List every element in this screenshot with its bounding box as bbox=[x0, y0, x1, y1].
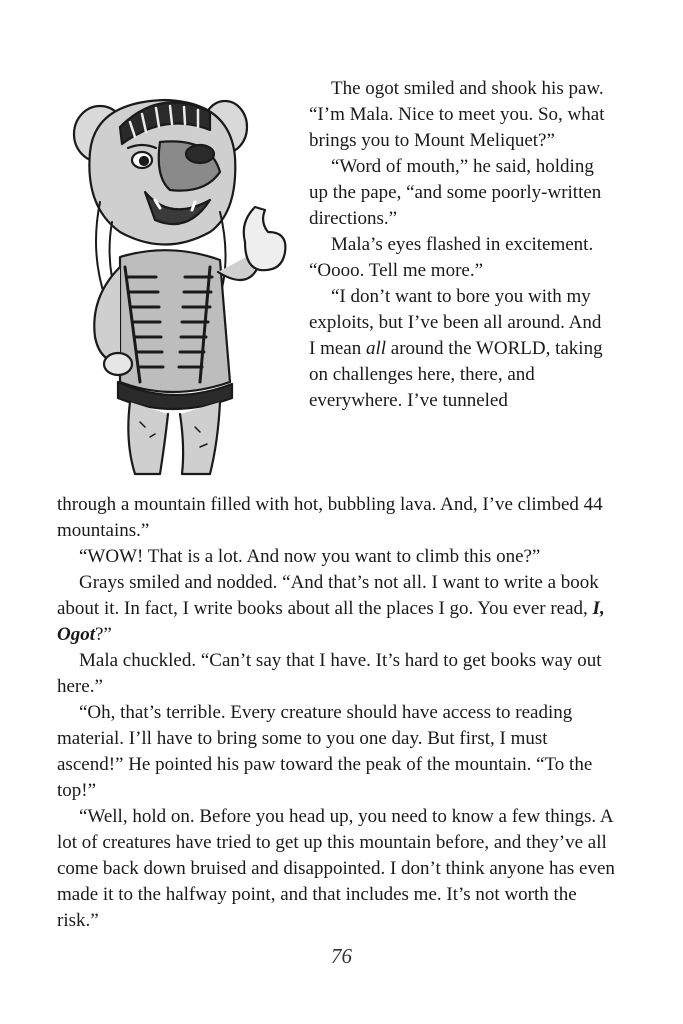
text-run: around the WORLD, taking on challenges here, there, and everywhere. I’ve tunneled bbox=[309, 338, 603, 411]
paragraph: “Word of mouth,” he said, holding up the pape, “and some poorly-written directions.” bbox=[309, 156, 602, 229]
paragraph bbox=[309, 284, 609, 414]
paragraph: “WOW! That is a lot. And now you want to climb this one?” bbox=[79, 546, 541, 567]
page-number: 76 bbox=[331, 944, 352, 968]
mala-character-illustration bbox=[60, 82, 305, 480]
paragraph: “Oh, that’s terrible. Every creature should have access to reading material. I’ll have to bring some to you one day. But first, I must ascend!” He pointed his paw toward the peak of the mountain. “To the top!” bbox=[57, 702, 593, 801]
paragraph: “Well, hold on. Before you head up, you need to know a few things. A lot of creatures have tried to get up this mountain before, and they’ve all come back down bruised and disappointed. I don’t think anyone has even made it to the halfway point, and that includes me. It’s not worth the risk.” bbox=[57, 806, 615, 931]
paragraph bbox=[57, 570, 617, 648]
wrapped-text-column bbox=[309, 76, 609, 414]
emphasis-text: all bbox=[365, 338, 387, 359]
text-run: ?” bbox=[95, 624, 112, 645]
book-title: I, Ogot bbox=[57, 598, 605, 645]
text-run: “I don’t want to bore you with my exploits, but I’ve been all around. And I mean bbox=[309, 286, 602, 359]
full-width-text bbox=[57, 492, 617, 934]
paragraph: Mala’s eyes flashed in excitement. “Oooo. Tell me more.” bbox=[309, 234, 594, 281]
paragraph: Mala chuckled. “Can’t say that I have. It’s hard to get books way out here.” bbox=[57, 650, 602, 697]
paragraph: The ogot smiled and shook his paw. “I’m Mala. Nice to meet you. So, what brings you to Mount Meliquet?” bbox=[309, 78, 605, 151]
paragraph-continued: through a mountain filled with hot, bubbling lava. And, I’ve climbed 44 mountains.” bbox=[57, 494, 603, 541]
text-run: Grays smiled and nodded. “And that’s not all. I want to write a book about it. In fact, I write books about all the places I go. You ever read, bbox=[57, 572, 599, 619]
